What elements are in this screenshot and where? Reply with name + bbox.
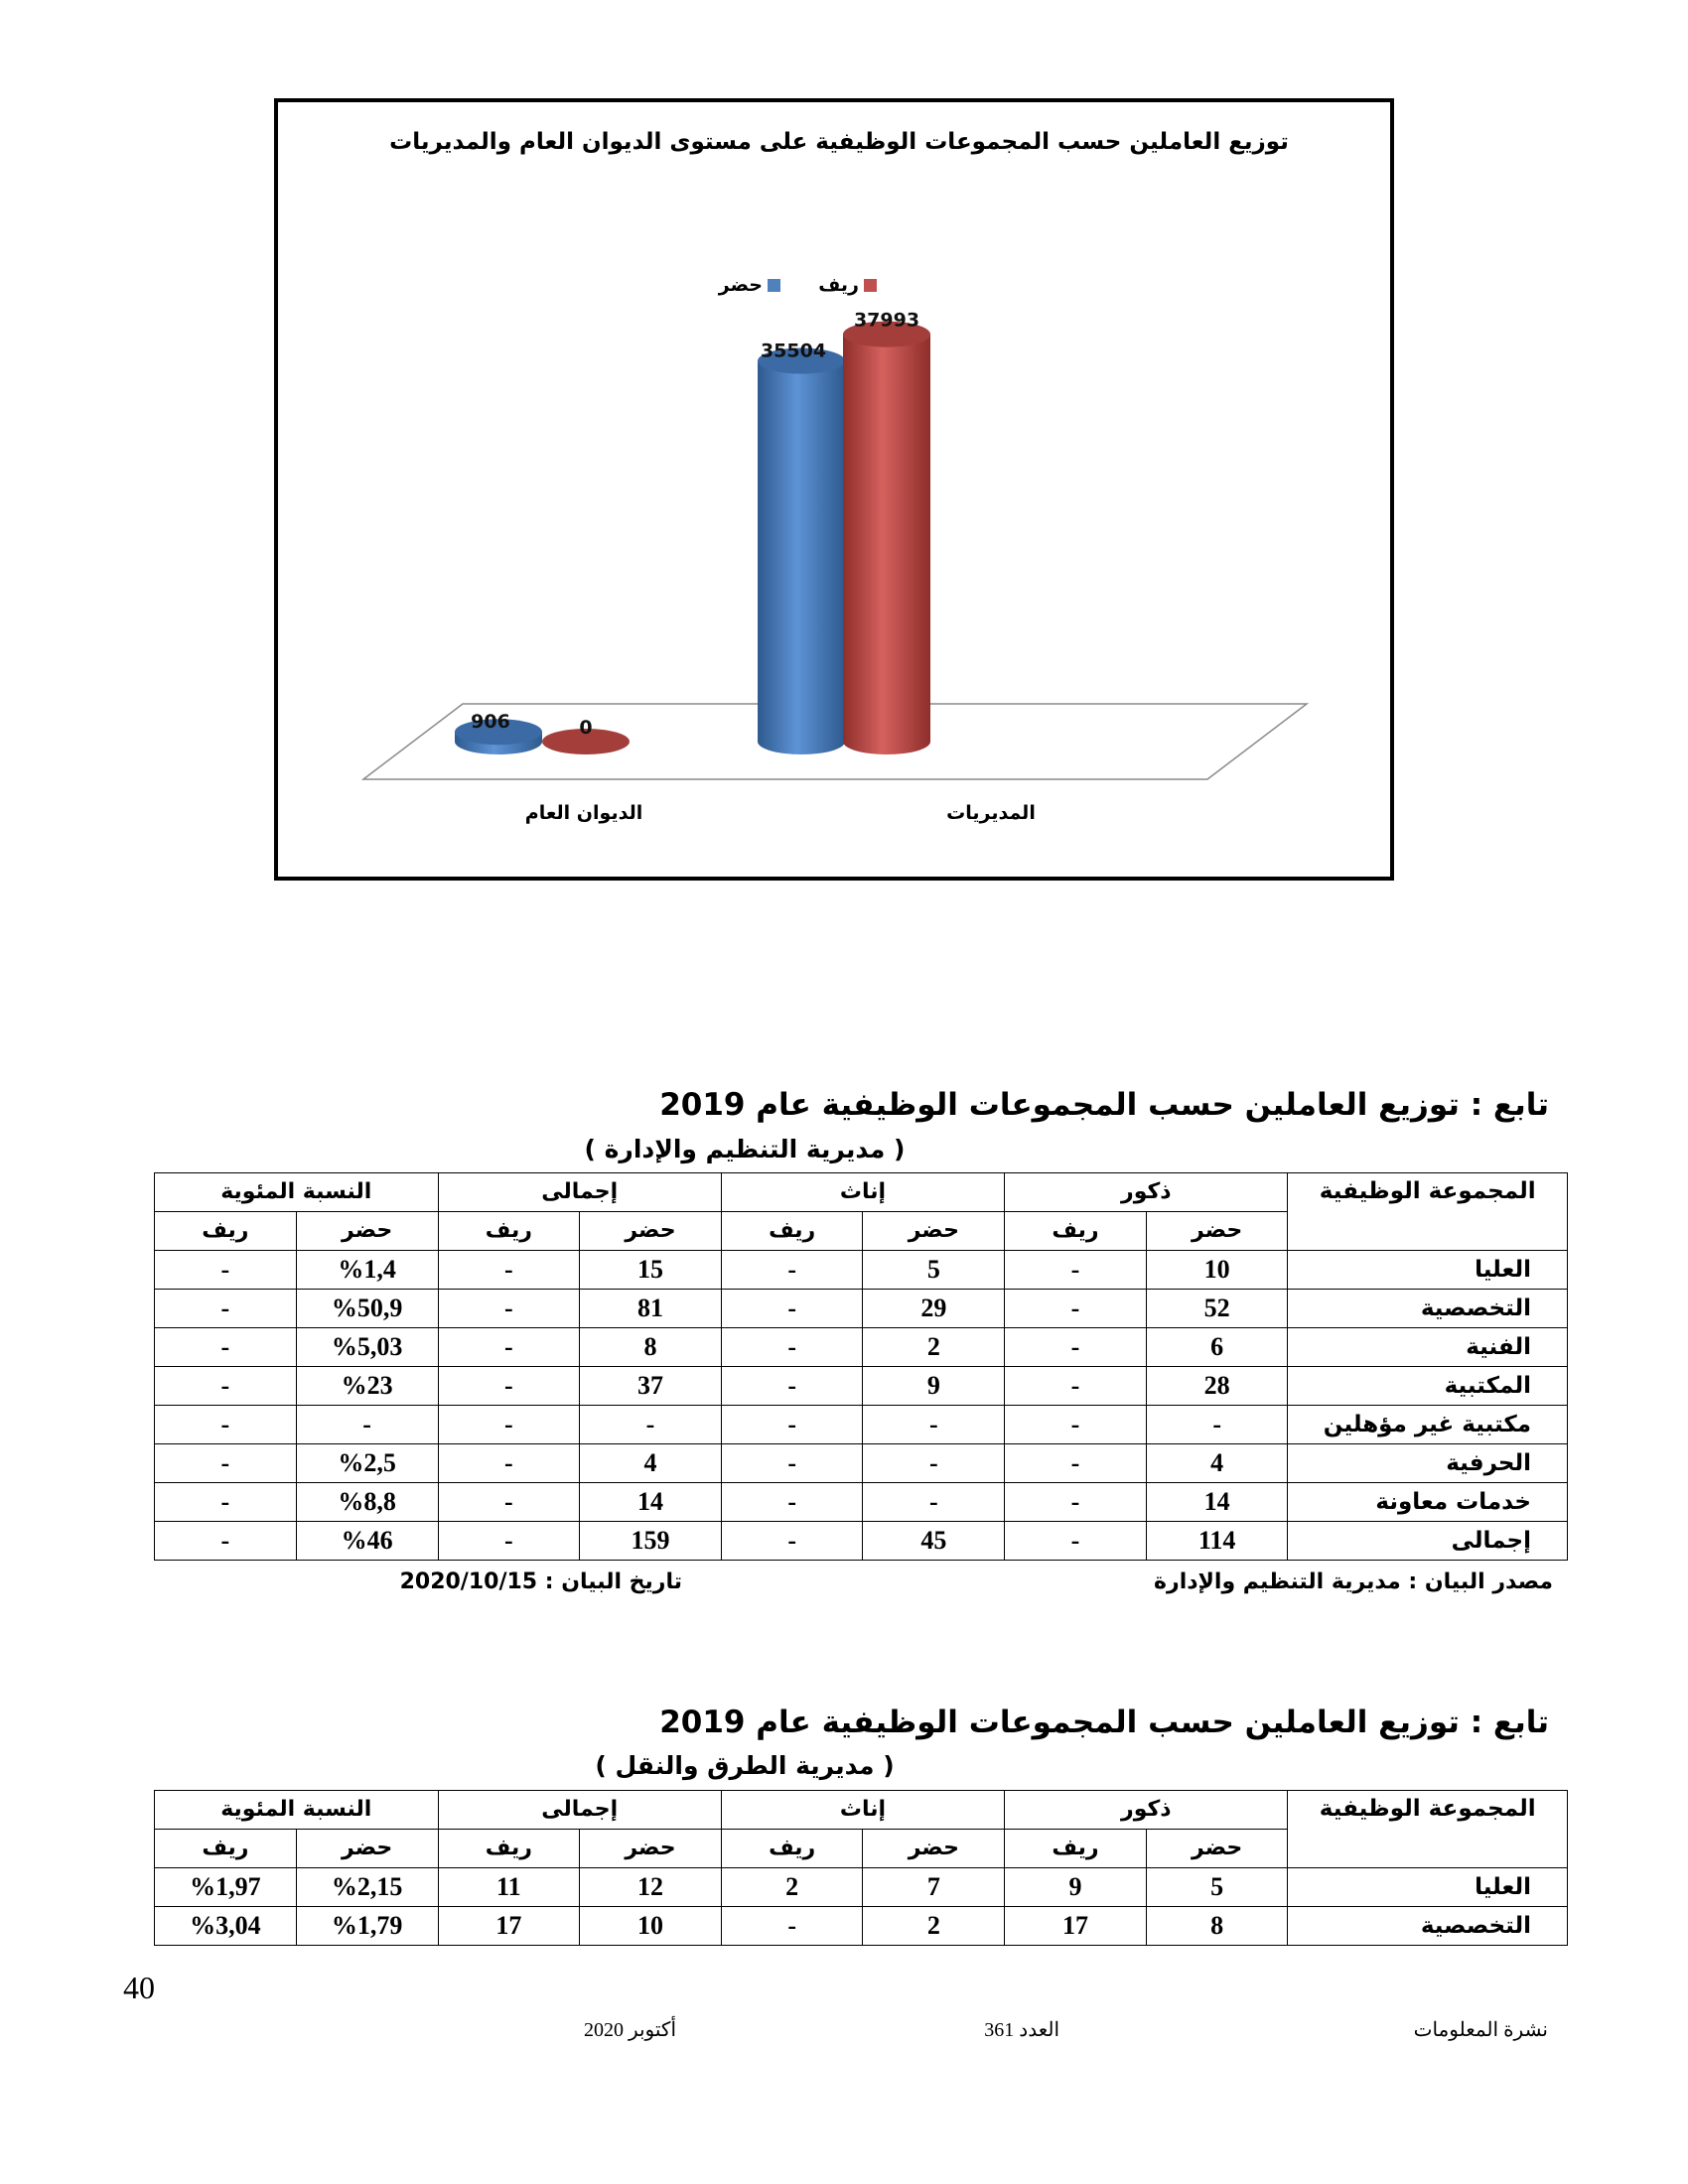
table-cell: - bbox=[721, 1522, 863, 1561]
table-cell: 52 bbox=[1146, 1290, 1288, 1328]
table-cell: %1,4 bbox=[296, 1251, 438, 1290]
sub-urban: حضر bbox=[580, 1830, 722, 1868]
row-label: إجمالى bbox=[1288, 1522, 1568, 1561]
sub-rural: ريف bbox=[1005, 1830, 1147, 1868]
bars-layer bbox=[455, 310, 930, 754]
head-females: إناث bbox=[721, 1173, 1004, 1212]
sub-urban: حضر bbox=[296, 1830, 438, 1868]
page-number: 40 bbox=[123, 1970, 155, 2005]
table-cell: - bbox=[155, 1367, 297, 1406]
row-label: المكتبية bbox=[1288, 1367, 1568, 1406]
legend-label-rural: ريف bbox=[818, 274, 859, 296]
table-cell: %1,79 bbox=[296, 1907, 438, 1946]
table-cell: - bbox=[438, 1406, 580, 1444]
sub-urban: حضر bbox=[580, 1212, 722, 1251]
table-cell: 14 bbox=[580, 1483, 722, 1522]
table-cell: %8,8 bbox=[296, 1483, 438, 1522]
table-cell: - bbox=[438, 1444, 580, 1483]
category-label-diwan: الديوان العام bbox=[524, 802, 643, 824]
table-cell: - bbox=[863, 1444, 1005, 1483]
table-cell: - bbox=[721, 1251, 863, 1290]
table-cell: 29 bbox=[863, 1290, 1005, 1328]
table-cell: 2 bbox=[863, 1328, 1005, 1367]
bar-value-label: 0 bbox=[579, 717, 593, 739]
table-cell: %1,97 bbox=[155, 1868, 297, 1907]
table-cell: - bbox=[1005, 1406, 1147, 1444]
table-cell: 5 bbox=[863, 1251, 1005, 1290]
table-cell: - bbox=[1005, 1444, 1147, 1483]
table-cell: - bbox=[438, 1367, 580, 1406]
table-cell: 14 bbox=[1146, 1483, 1288, 1522]
table2-title: تابع : توزيع العاملين حسب المجموعات الوظيفية عام 2019 bbox=[659, 1705, 1549, 1740]
bar-chart bbox=[278, 102, 1390, 877]
chart-title: توزيع العاملين حسب المجموعات الوظيفية على مستوى الديوان العام والمديريات bbox=[389, 129, 1289, 155]
bar-rural-1 bbox=[843, 310, 930, 754]
table-cell: 4 bbox=[1146, 1444, 1288, 1483]
row-label: العليا bbox=[1288, 1251, 1568, 1290]
table-cell: - bbox=[1005, 1290, 1147, 1328]
head-males: ذكور bbox=[1005, 1791, 1288, 1830]
table-cell: - bbox=[155, 1251, 297, 1290]
footer-publication: نشرة المعلومات bbox=[1413, 2019, 1548, 2041]
table-cell: - bbox=[721, 1367, 863, 1406]
table-cell: - bbox=[1005, 1367, 1147, 1406]
table-cell: 9 bbox=[863, 1367, 1005, 1406]
table-row bbox=[155, 1406, 1568, 1444]
table-cell: - bbox=[580, 1406, 722, 1444]
bar-value-label: 906 bbox=[471, 711, 510, 734]
head-total: إجمالى bbox=[438, 1791, 721, 1830]
table-cell: - bbox=[1146, 1406, 1288, 1444]
sub-rural: ريف bbox=[155, 1212, 297, 1251]
sub-rural: ريف bbox=[1005, 1212, 1147, 1251]
table-cell: - bbox=[155, 1522, 297, 1561]
sub-rural: ريف bbox=[155, 1830, 297, 1868]
table2-body bbox=[155, 1868, 1568, 1946]
table2 bbox=[154, 1790, 1568, 1946]
table-cell: 28 bbox=[1146, 1367, 1288, 1406]
row-label: الحرفية bbox=[1288, 1444, 1568, 1483]
table-row bbox=[155, 1251, 1568, 1290]
table-cell: 11 bbox=[438, 1868, 580, 1907]
table-cell: - bbox=[721, 1328, 863, 1367]
table-cell: 17 bbox=[1005, 1907, 1147, 1946]
legend-swatch-urban bbox=[768, 279, 780, 292]
sub-rural: ريف bbox=[721, 1212, 863, 1251]
footer-date: أكتوبر 2020 bbox=[583, 2019, 676, 2041]
table-cell: - bbox=[438, 1328, 580, 1367]
sub-rural: ريف bbox=[438, 1212, 580, 1251]
table-row bbox=[155, 1444, 1568, 1483]
table-row bbox=[155, 1483, 1568, 1522]
row-label: العليا bbox=[1288, 1868, 1568, 1907]
table-cell: 159 bbox=[580, 1522, 722, 1561]
sub-rural: ريف bbox=[721, 1830, 863, 1868]
head-percentage: النسبة المئوية bbox=[155, 1791, 439, 1830]
table-cell: %3,04 bbox=[155, 1907, 297, 1946]
table-cell: - bbox=[1005, 1251, 1147, 1290]
table-row bbox=[155, 1522, 1568, 1561]
table-cell: - bbox=[1005, 1483, 1147, 1522]
table-cell: - bbox=[155, 1290, 297, 1328]
head-females: إناث bbox=[721, 1791, 1004, 1830]
head-males: ذكور bbox=[1005, 1173, 1288, 1212]
table-row bbox=[155, 1868, 1568, 1907]
head-percentage: النسبة المئوية bbox=[155, 1173, 439, 1212]
row-label: مكتبية غير مؤهلين bbox=[1288, 1406, 1568, 1444]
table-cell: - bbox=[438, 1483, 580, 1522]
table1-source: مصدر البيان : مديرية التنظيم والإدارة bbox=[1154, 1570, 1553, 1594]
chart-frame bbox=[274, 98, 1394, 881]
bar-urban-1 bbox=[758, 341, 845, 754]
table-cell: 15 bbox=[580, 1251, 722, 1290]
chart-legend bbox=[718, 274, 877, 296]
table1-title: تابع : توزيع العاملين حسب المجموعات الوظيفية عام 2019 bbox=[659, 1087, 1549, 1123]
table1-date: تاريخ البيان : 2020/10/15 bbox=[399, 1570, 682, 1594]
table-cell: - bbox=[438, 1251, 580, 1290]
legend-swatch-rural bbox=[864, 279, 877, 292]
table-cell: 12 bbox=[580, 1868, 722, 1907]
table-cell: - bbox=[155, 1328, 297, 1367]
table-row bbox=[155, 1290, 1568, 1328]
table-cell: 9 bbox=[1005, 1868, 1147, 1907]
sub-urban: حضر bbox=[863, 1212, 1005, 1251]
table-cell: - bbox=[155, 1444, 297, 1483]
table-cell: - bbox=[721, 1444, 863, 1483]
table-cell: 8 bbox=[1146, 1907, 1288, 1946]
table-cell: - bbox=[438, 1522, 580, 1561]
table-row bbox=[155, 1328, 1568, 1367]
category-label-directorates: المديريات bbox=[946, 802, 1036, 824]
sub-rural: ريف bbox=[438, 1830, 580, 1868]
sub-urban: حضر bbox=[863, 1830, 1005, 1868]
table-cell: - bbox=[1005, 1522, 1147, 1561]
footer-issue: العدد 361 bbox=[984, 2019, 1059, 2041]
sub-urban: حضر bbox=[1146, 1830, 1288, 1868]
table-cell: - bbox=[863, 1406, 1005, 1444]
table1-subtitle: ( مديرية التنظيم والإدارة ) bbox=[584, 1135, 906, 1163]
table-cell: - bbox=[721, 1406, 863, 1444]
table-cell: 37 bbox=[580, 1367, 722, 1406]
row-label: خدمات معاونة bbox=[1288, 1483, 1568, 1522]
table-cell: - bbox=[721, 1907, 863, 1946]
table-cell: %2,5 bbox=[296, 1444, 438, 1483]
table-cell: %2,15 bbox=[296, 1868, 438, 1907]
table-cell: 10 bbox=[580, 1907, 722, 1946]
table-cell: 5 bbox=[1146, 1868, 1288, 1907]
table-cell: - bbox=[296, 1406, 438, 1444]
bar-value-label: 37993 bbox=[853, 309, 920, 332]
table-cell: %50,9 bbox=[296, 1290, 438, 1328]
table-cell: 2 bbox=[721, 1868, 863, 1907]
row-label: التخصصية bbox=[1288, 1907, 1568, 1946]
table-cell: 6 bbox=[1146, 1328, 1288, 1367]
bar-body bbox=[758, 361, 845, 754]
sub-urban: حضر bbox=[296, 1212, 438, 1251]
table-cell: 7 bbox=[863, 1868, 1005, 1907]
table1-body bbox=[155, 1251, 1568, 1561]
row-label: الفنية bbox=[1288, 1328, 1568, 1367]
table-cell: 8 bbox=[580, 1328, 722, 1367]
table-cell: 114 bbox=[1146, 1522, 1288, 1561]
table-cell: - bbox=[155, 1483, 297, 1522]
table-cell: 4 bbox=[580, 1444, 722, 1483]
sub-urban: حضر bbox=[1146, 1212, 1288, 1251]
bar-value-label: 35504 bbox=[760, 340, 827, 362]
table-cell: 10 bbox=[1146, 1251, 1288, 1290]
table-cell: 81 bbox=[580, 1290, 722, 1328]
table-cell: %23 bbox=[296, 1367, 438, 1406]
table-cell: - bbox=[721, 1290, 863, 1328]
bar-body bbox=[843, 335, 930, 754]
table-cell: - bbox=[721, 1483, 863, 1522]
table-cell: - bbox=[155, 1406, 297, 1444]
table-cell: 2 bbox=[863, 1907, 1005, 1946]
table2-subtitle: ( مديرية الطرق والنقل ) bbox=[595, 1751, 895, 1780]
head-total: إجمالى bbox=[438, 1173, 721, 1212]
table-cell: - bbox=[863, 1483, 1005, 1522]
head-group: المجموعة الوظيفية bbox=[1288, 1173, 1568, 1251]
head-group: المجموعة الوظيفية bbox=[1288, 1791, 1568, 1868]
row-label: التخصصية bbox=[1288, 1290, 1568, 1328]
table-cell: - bbox=[438, 1290, 580, 1328]
table-cell: 17 bbox=[438, 1907, 580, 1946]
table-cell: %46 bbox=[296, 1522, 438, 1561]
legend-label-urban: حضر bbox=[718, 274, 763, 296]
table-cell: %5,03 bbox=[296, 1328, 438, 1367]
table1 bbox=[154, 1172, 1568, 1561]
table-row bbox=[155, 1907, 1568, 1946]
table-cell: 45 bbox=[863, 1522, 1005, 1561]
table-row bbox=[155, 1367, 1568, 1406]
table-cell: - bbox=[1005, 1328, 1147, 1367]
